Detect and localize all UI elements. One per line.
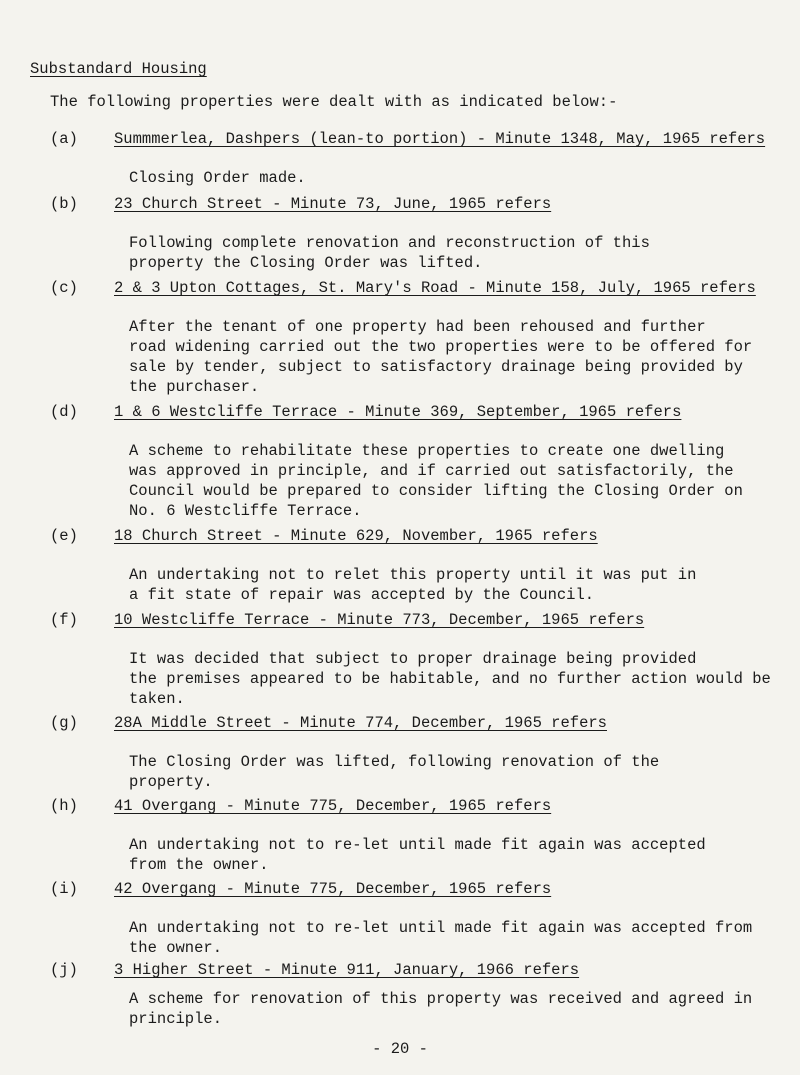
item-title: 28A Middle Street - Minute 774, December, 1965 refers xyxy=(114,714,607,732)
item-letter: (h) xyxy=(50,797,78,815)
item-title: 23 Church Street - Minute 73, June, 1965 refers xyxy=(114,195,552,213)
item-title: 1 & 6 Westcliffe Terrace - Minute 369, September, 1965 refers xyxy=(114,403,682,421)
item-letter: (d) xyxy=(50,403,78,421)
section-heading: Substandard Housing xyxy=(30,60,207,78)
page-number: - 20 - xyxy=(372,1040,428,1058)
item-body: Closing Order made. xyxy=(129,169,306,187)
item-title: 2 & 3 Upton Cottages, St. Mary's Road - Minute 158, July, 1965 refers xyxy=(114,279,756,297)
item-letter: (a) xyxy=(50,130,78,148)
item-letter: (j) xyxy=(50,961,78,979)
item-letter: (g) xyxy=(50,714,78,732)
item-body: A scheme to rehabilitate these properties to create one dwelling was approved in principle, and if carried out satisfactorily, the Council would be prepared to consider lifting the Closing Order on No. 6 Westcliffe Terrace. xyxy=(129,442,743,520)
item-letter: (b) xyxy=(50,195,78,213)
item-body: Following complete renovation and reconstruction of this property the Closing Order was lifted. xyxy=(129,234,650,272)
item-title: 18 Church Street - Minute 629, November, 1965 refers xyxy=(114,527,598,545)
item-body: It was decided that subject to proper drainage being provided the premises appeared to be habitable, and no further action would be taken. xyxy=(129,650,771,708)
item-letter: (e) xyxy=(50,527,78,545)
item-body: An undertaking not to re-let until made fit again was accepted from the owner. xyxy=(129,836,706,874)
intro-text: The following properties were dealt with as indicated below:- xyxy=(50,93,618,111)
item-letter: (f) xyxy=(50,611,78,629)
item-title: 10 Westcliffe Terrace - Minute 773, December, 1965 refers xyxy=(114,611,645,629)
item-title: 3 Higher Street - Minute 911, January, 1966 refers xyxy=(114,961,580,979)
item-body: A scheme for renovation of this property was received and agreed in principle. xyxy=(129,990,753,1028)
item-title: 41 Overgang - Minute 775, December, 1965 refers xyxy=(114,797,552,815)
item-title: Summmerlea, Dashpers (lean-to portion) - Minute 1348, May, 1965 refers xyxy=(114,130,766,148)
item-body: An undertaking not to re-let until made fit again was accepted from the owner. xyxy=(129,919,753,957)
item-letter: (i) xyxy=(50,880,78,898)
item-body: The Closing Order was lifted, following renovation of the property. xyxy=(129,753,660,791)
item-letter: (c) xyxy=(50,279,78,297)
item-body: An undertaking not to relet this property until it was put in a fit state of repair was accepted by the Council. xyxy=(129,566,697,604)
item-body: After the tenant of one property had been rehoused and further road widening carried out the two properties were to be offered for sale by tender, subject to satisfactory drainage being provided by the purchaser. xyxy=(129,318,753,396)
item-title: 42 Overgang - Minute 775, December, 1965 refers xyxy=(114,880,552,898)
